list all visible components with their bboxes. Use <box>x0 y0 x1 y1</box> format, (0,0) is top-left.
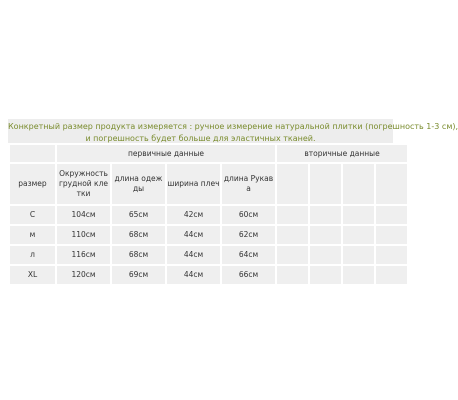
size-cell: м <box>10 226 55 244</box>
size-cell: л <box>10 246 55 264</box>
secondary-empty-cell <box>343 266 374 284</box>
secondary-empty-cell <box>376 266 407 284</box>
sleeve-column-header: длина Рукава <box>222 164 275 204</box>
size-column-header: размер <box>10 164 55 204</box>
secondary-empty-cell <box>310 164 341 204</box>
secondary-empty-cell <box>343 164 374 204</box>
chest-cell: 120см <box>57 266 110 284</box>
shoulder-column-header: ширина плеч <box>167 164 220 204</box>
length-cell: 68см <box>112 246 165 264</box>
secondary-empty-cell <box>277 246 308 264</box>
secondary-empty-cell <box>343 206 374 224</box>
chest-cell: 116см <box>57 246 110 264</box>
measurement-notice <box>8 119 458 143</box>
notice-line-2: и погрешность будет больше для эластичных тканей. <box>85 134 316 143</box>
shoulder-cell: 44см <box>167 246 220 264</box>
group-header-row <box>10 145 407 162</box>
sleeve-cell: 64см <box>222 246 275 264</box>
chest-column-header: Окружность грудной клетки <box>57 164 110 204</box>
notice-line-1: Конкретный размер продукта измеряется : ручное измерение натуральной плитки (погрешность 1-3 см), <box>8 122 458 131</box>
secondary-empty-cell <box>376 206 407 224</box>
chest-cell: 104см <box>57 206 110 224</box>
size-table <box>8 143 409 286</box>
secondary-empty-cell <box>277 226 308 244</box>
secondary-empty-cell <box>277 164 308 204</box>
secondary-empty-cell <box>310 226 341 244</box>
table-row <box>10 266 407 284</box>
secondary-empty-cell <box>343 226 374 244</box>
secondary-empty-cell <box>310 206 341 224</box>
sleeve-cell: 60см <box>222 206 275 224</box>
sleeve-cell: 62см <box>222 226 275 244</box>
secondary-empty-cell <box>343 246 374 264</box>
empty-corner-cell <box>10 145 55 162</box>
secondary-empty-cell <box>376 164 407 204</box>
length-cell: 69см <box>112 266 165 284</box>
primary-data-header: первичные данные <box>57 145 275 162</box>
table-row <box>10 226 407 244</box>
secondary-data-header: вторичные данные <box>277 145 407 162</box>
size-cell: C <box>10 206 55 224</box>
chest-cell: 110см <box>57 226 110 244</box>
size-cell: XL <box>10 266 55 284</box>
secondary-empty-cell <box>310 266 341 284</box>
secondary-empty-cell <box>277 266 308 284</box>
size-chart <box>8 119 458 286</box>
shoulder-cell: 42см <box>167 206 220 224</box>
length-cell: 65см <box>112 206 165 224</box>
shoulder-cell: 44см <box>167 266 220 284</box>
column-header-row <box>10 164 407 204</box>
length-column-header: длина одежды <box>112 164 165 204</box>
shoulder-cell: 44см <box>167 226 220 244</box>
length-cell: 68см <box>112 226 165 244</box>
secondary-empty-cell <box>376 246 407 264</box>
secondary-empty-cell <box>376 226 407 244</box>
sleeve-cell: 66см <box>222 266 275 284</box>
table-row <box>10 246 407 264</box>
table-row <box>10 206 407 224</box>
secondary-empty-cell <box>277 206 308 224</box>
secondary-empty-cell <box>310 246 341 264</box>
